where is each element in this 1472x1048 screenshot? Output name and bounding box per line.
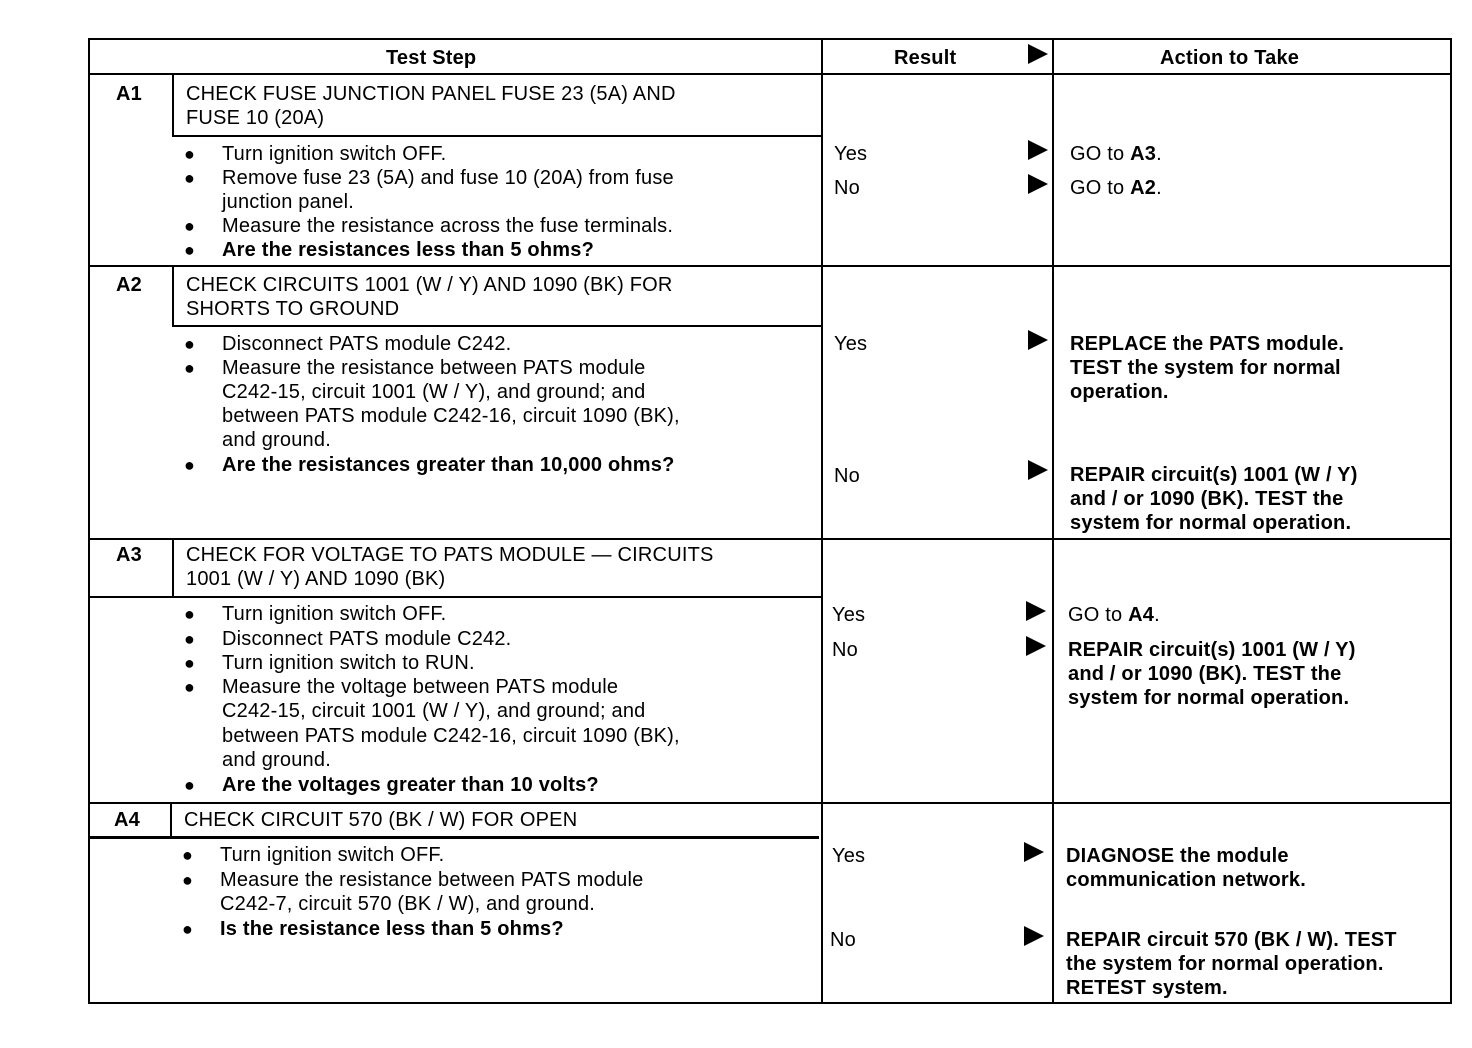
step-id-divider [170, 802, 172, 836]
title-divider [172, 135, 821, 137]
arrow-icon [1028, 44, 1048, 64]
action-text: and / or 1090 (BK). TEST the [1070, 488, 1344, 510]
step-title-a2: CHECK CIRCUITS 1001 (W / Y) AND 1090 (BK) FOR [186, 274, 673, 296]
step-title-a2: SHORTS TO GROUND [186, 298, 400, 320]
action-text: GO to A4. [1068, 604, 1160, 626]
step-title-a1: CHECK FUSE JUNCTION PANEL FUSE 23 (5A) AND [186, 83, 676, 105]
bullet-icon: ● [184, 168, 195, 188]
bullet-text: between PATS module C242-16, circuit 1090 (BK), [222, 405, 680, 427]
header-divider [90, 73, 1450, 75]
title-divider [90, 596, 821, 598]
bullet-icon: ● [184, 240, 195, 260]
action-text: system for normal operation. [1068, 687, 1350, 709]
bullet-icon: ● [182, 845, 193, 865]
bullet-icon: ● [182, 919, 193, 939]
step-id-a1: A1 [116, 83, 142, 105]
action-text: system for normal operation. [1070, 512, 1352, 534]
bullet-text: Disconnect PATS module C242. [222, 333, 512, 355]
bullet-text: Turn ignition switch OFF. [222, 143, 447, 165]
action-text: REPAIR circuit(s) 1001 (W / Y) [1068, 639, 1356, 661]
action-text: operation. [1070, 381, 1169, 403]
bullet-icon: ● [184, 334, 195, 354]
bullet-text: between PATS module C242-16, circuit 1090 (BK), [222, 725, 680, 747]
step-id-divider [172, 265, 174, 325]
step-id-a2: A2 [116, 274, 142, 296]
action-text: REPLACE the PATS module. [1070, 333, 1345, 355]
arrow-icon [1028, 460, 1048, 480]
bullet-question: Is the resistance less than 5 ohms? [220, 918, 564, 940]
bullet-text: Measure the resistance between PATS module [220, 869, 644, 891]
bullet-icon: ● [184, 653, 195, 673]
action-text: GO to A3. [1070, 143, 1162, 165]
action-text: TEST the system for normal [1070, 357, 1341, 379]
bullet-icon: ● [184, 775, 195, 795]
title-divider [172, 325, 821, 327]
bullet-icon: ● [184, 144, 195, 164]
bullet-icon: ● [184, 455, 195, 475]
action-text: the system for normal operation. [1066, 953, 1384, 975]
step-divider [90, 265, 1450, 267]
arrow-icon [1024, 926, 1044, 946]
bullet-text: and ground. [222, 429, 331, 451]
bullet-text: and ground. [222, 749, 331, 771]
result-no: No [834, 177, 860, 199]
bullet-text: Measure the voltage between PATS module [222, 676, 619, 698]
step-title-a3: CHECK FOR VOLTAGE TO PATS MODULE — CIRCUITS [186, 544, 714, 566]
action-text: RETEST system. [1066, 977, 1228, 999]
diagnostic-table [88, 38, 1452, 1004]
step-title-a1: FUSE 10 (20A) [186, 107, 325, 129]
step-title-a4: CHECK CIRCUIT 570 (BK / W) FOR OPEN [184, 809, 578, 831]
bullet-text: Turn ignition switch to RUN. [222, 652, 475, 674]
action-text: DIAGNOSE the module [1066, 845, 1289, 867]
step-id-divider [172, 538, 174, 596]
bullet-icon: ● [184, 216, 195, 236]
bullet-text: C242-7, circuit 570 (BK / W), and ground. [220, 893, 596, 915]
step-divider [90, 538, 1450, 540]
arrow-icon [1028, 174, 1048, 194]
result-yes: Yes [834, 143, 868, 165]
bullet-text: C242-15, circuit 1001 (W / Y), and ground; and [222, 381, 646, 403]
action-text: REPAIR circuit 570 (BK / W). TEST [1066, 929, 1397, 951]
bullet-icon: ● [184, 629, 195, 649]
bullet-text: Remove fuse 23 (5A) and fuse 10 (20A) from fuse [222, 167, 674, 189]
bullet-text: junction panel. [222, 191, 354, 213]
action-text: GO to A2. [1070, 177, 1162, 199]
arrow-icon [1026, 636, 1046, 656]
bullet-icon: ● [182, 870, 193, 890]
bullet-question: Are the resistances greater than 10,000 ohms? [222, 454, 675, 476]
bullet-icon: ● [184, 604, 195, 624]
action-text: communication network. [1066, 869, 1306, 891]
header-test-step: Test Step [386, 47, 477, 69]
bullet-question: Are the resistances less than 5 ohms? [222, 239, 594, 261]
bullet-text: Measure the resistance between PATS module [222, 357, 646, 379]
column-divider-result [821, 40, 823, 1002]
result-no: No [832, 639, 858, 661]
arrow-icon [1028, 140, 1048, 160]
column-divider-action [1052, 40, 1054, 1002]
step-id-divider [172, 73, 174, 135]
arrow-icon [1024, 842, 1044, 862]
action-text: and / or 1090 (BK). TEST the [1068, 663, 1342, 685]
step-divider [90, 802, 1450, 804]
header-result: Result [894, 47, 957, 69]
bullet-icon: ● [184, 358, 195, 378]
bullet-text: Turn ignition switch OFF. [220, 844, 445, 866]
step-id-a3: A3 [116, 544, 142, 566]
bullet-icon: ● [184, 677, 195, 697]
step-title-a3: 1001 (W / Y) AND 1090 (BK) [186, 568, 446, 590]
step-id-a4: A4 [114, 809, 140, 831]
result-no: No [830, 929, 856, 951]
bullet-text: Turn ignition switch OFF. [222, 603, 447, 625]
bullet-question: Are the voltages greater than 10 volts? [222, 774, 599, 796]
bullet-text: Measure the resistance across the fuse terminals. [222, 215, 674, 237]
result-yes: Yes [834, 333, 868, 355]
result-yes: Yes [832, 604, 866, 626]
title-divider [90, 836, 819, 839]
result-no: No [834, 465, 860, 487]
action-text: REPAIR circuit(s) 1001 (W / Y) [1070, 464, 1358, 486]
header-action: Action to Take [1160, 47, 1300, 69]
arrow-icon [1026, 601, 1046, 621]
result-yes: Yes [832, 845, 866, 867]
bullet-text: Disconnect PATS module C242. [222, 628, 512, 650]
bullet-text: C242-15, circuit 1001 (W / Y), and ground; and [222, 700, 646, 722]
arrow-icon [1028, 330, 1048, 350]
